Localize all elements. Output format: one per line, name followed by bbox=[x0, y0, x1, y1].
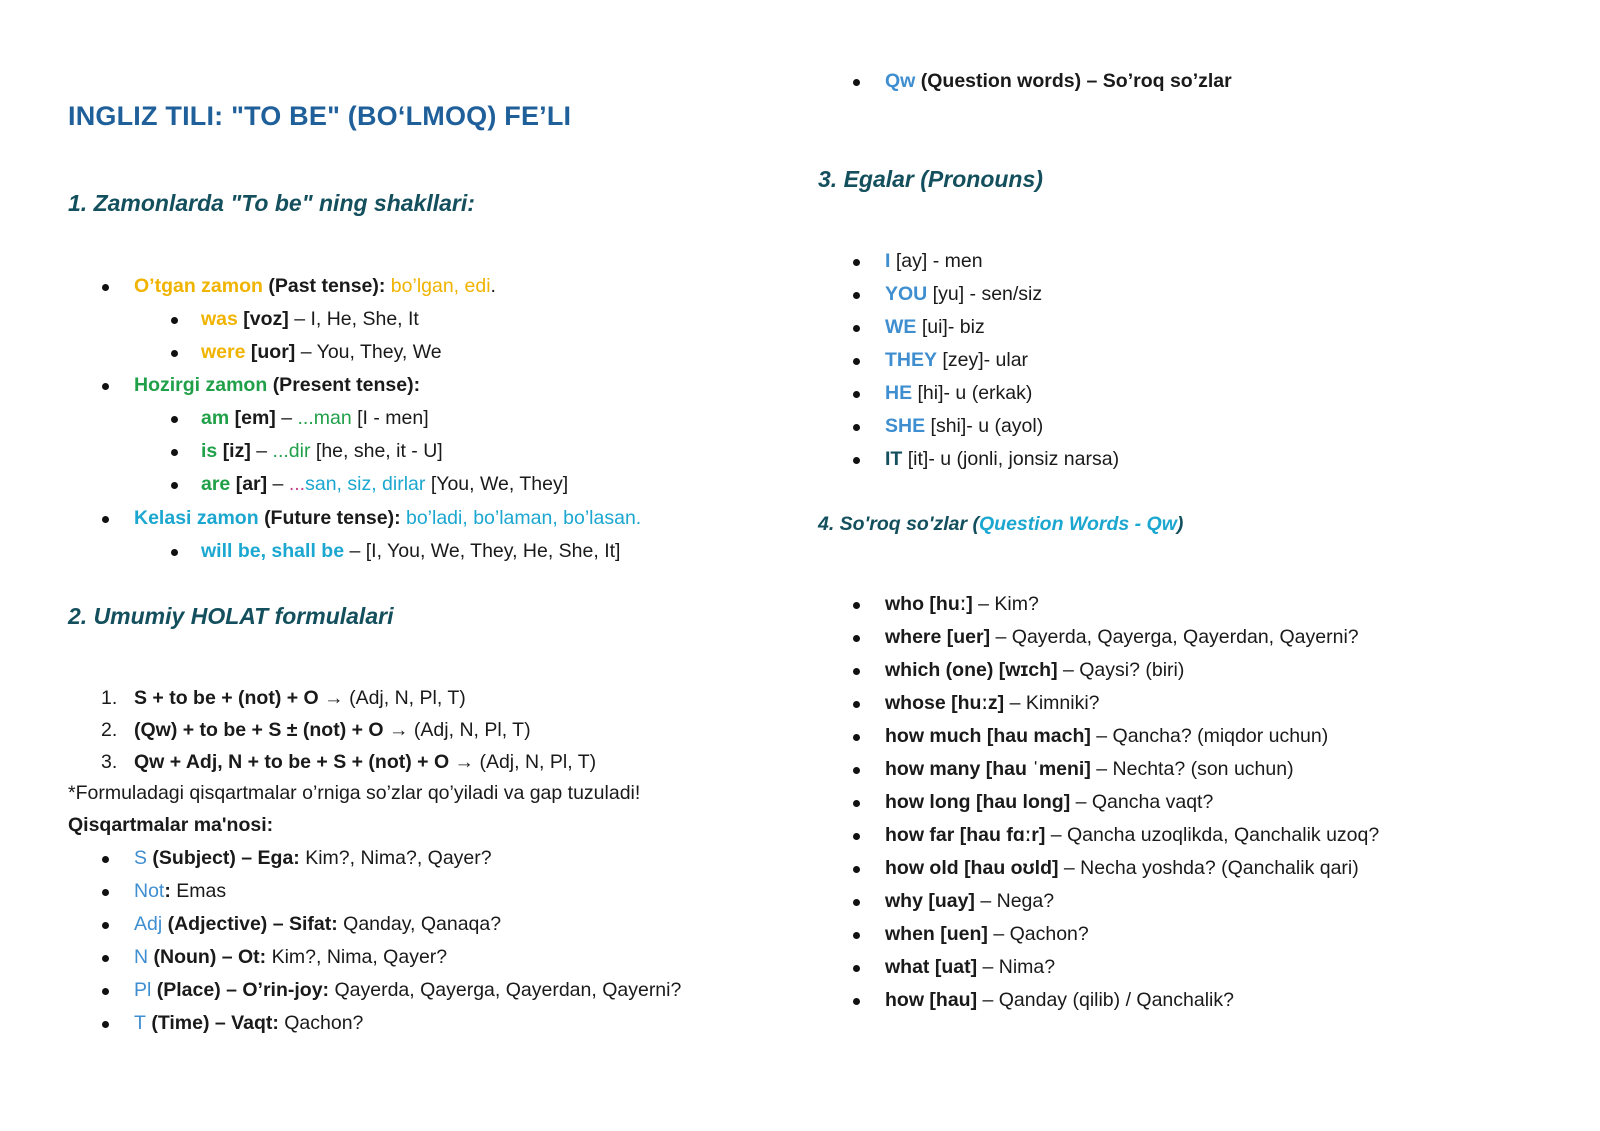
pronoun-word: HE bbox=[885, 382, 913, 404]
abbr-meaning: Emas bbox=[170, 880, 227, 902]
qword-word: whose [huːz] bbox=[885, 692, 1005, 714]
qword-meaning: – Qancha uzoqlikda, Qanchalik uzoq? bbox=[1045, 824, 1380, 846]
pronoun-meaning: [hi]- u (erkak) bbox=[912, 382, 1033, 404]
section4-heading bbox=[818, 513, 1183, 536]
is-word: is bbox=[201, 440, 218, 462]
qword-item bbox=[885, 595, 1039, 615]
past-tense-name: O’tgan zamon bbox=[134, 275, 263, 297]
qword-item bbox=[885, 925, 1089, 945]
section1-heading: 1. Zamonlarda "To be" ning shakllari: bbox=[68, 190, 475, 216]
qword-word: when [uen] bbox=[885, 923, 988, 945]
qword-word: which (one) [wɪch] bbox=[885, 659, 1058, 681]
page-title: INGLIZ TILI: "TO BE" (BO‘LMOQ) FE’LI bbox=[68, 101, 572, 131]
is-rest: [he, she, it - U] bbox=[315, 440, 443, 462]
am-item bbox=[201, 409, 429, 429]
bullet-icon bbox=[853, 391, 860, 398]
bullet-icon bbox=[853, 358, 860, 365]
qword-word: how much [hau mach] bbox=[885, 725, 1091, 747]
bullet-icon bbox=[102, 383, 109, 390]
were-pron: [uor] bbox=[250, 341, 296, 363]
qword-item bbox=[885, 694, 1100, 714]
abbr-name: (Time) – Vaqt: bbox=[145, 1012, 279, 1034]
formula-number: 1. bbox=[101, 687, 118, 709]
qword-meaning: – Nima? bbox=[977, 956, 1056, 978]
qword-meaning: – Qachon? bbox=[987, 923, 1089, 945]
past-tense-en: (Past tense): bbox=[268, 275, 386, 297]
bullet-icon bbox=[171, 449, 178, 456]
abbr-meaning: Qachon? bbox=[278, 1012, 364, 1034]
bullet-icon bbox=[853, 424, 860, 431]
formula-text: S + to be + (not) + O bbox=[134, 687, 319, 709]
pronoun-item bbox=[885, 285, 1042, 305]
formula-number: 3. bbox=[101, 751, 118, 773]
pronoun-item bbox=[885, 417, 1043, 437]
pronoun-item bbox=[885, 450, 1119, 470]
will-item bbox=[201, 542, 620, 562]
pronoun-item bbox=[885, 351, 1028, 371]
abbr-item bbox=[134, 849, 492, 869]
pronoun-item bbox=[885, 252, 983, 272]
will-rest: – [I, You, We, They, He, She, It] bbox=[349, 540, 621, 562]
qword-item bbox=[885, 859, 1359, 879]
abbr-heading: Qisqartmalar ma'nosi: bbox=[68, 814, 274, 836]
pronoun-word: THEY bbox=[885, 349, 938, 371]
bullet-icon bbox=[853, 457, 860, 464]
abbr-name: : bbox=[164, 880, 171, 902]
present-tense-en: (Present tense): bbox=[272, 374, 421, 396]
formula-row bbox=[134, 689, 466, 709]
am-dash: – bbox=[281, 407, 293, 429]
abbr-item bbox=[134, 915, 501, 935]
bullet-icon bbox=[102, 1021, 109, 1028]
abbr-code: Pl bbox=[134, 979, 152, 1001]
qword-word: where [uer] bbox=[885, 626, 991, 648]
abbr-item bbox=[134, 882, 226, 902]
bullet-icon bbox=[853, 734, 860, 741]
section4-heading-b: Question Words - Qw bbox=[978, 513, 1177, 535]
formula-result: → (Adj, N, Pl, T) bbox=[454, 751, 597, 773]
bullet-icon bbox=[171, 317, 178, 324]
pronoun-meaning: [ui]- biz bbox=[916, 316, 985, 338]
was-word: was bbox=[201, 308, 238, 330]
will-word: will be, shall be bbox=[201, 540, 345, 562]
pronoun-meaning: [it]- u (jonli, jonsiz narsa) bbox=[902, 448, 1120, 470]
bullet-icon bbox=[853, 668, 860, 675]
present-tense-item bbox=[134, 376, 420, 396]
bullet-icon bbox=[853, 602, 860, 609]
bullet-icon bbox=[853, 701, 860, 708]
qword-word: what [uat] bbox=[885, 956, 978, 978]
formula-result: → (Adj, N, Pl, T) bbox=[324, 687, 466, 709]
bullet-icon bbox=[853, 79, 860, 86]
qword-word: why [uay] bbox=[885, 890, 975, 912]
bullet-icon bbox=[853, 800, 860, 807]
am-pron: [em] bbox=[234, 407, 276, 429]
formula-text: (Qw) + to be + S ± (not) + O bbox=[134, 719, 384, 741]
future-tense-item bbox=[134, 509, 641, 529]
formula-text: Qw + Adj, N + to be + S + (not) + O bbox=[134, 751, 450, 773]
qw-meaning: (Question words) – So’roq so’zlar bbox=[915, 70, 1232, 92]
were-rest: – You, They, We bbox=[300, 341, 442, 363]
pronoun-meaning: [yu] - sen/siz bbox=[927, 283, 1043, 305]
am-word: am bbox=[201, 407, 230, 429]
qword-item bbox=[885, 628, 1359, 648]
was-pron: [voz] bbox=[243, 308, 289, 330]
qword-item bbox=[885, 727, 1328, 747]
abbr-name: (Place) – O’rin-joy: bbox=[151, 979, 330, 1001]
abbr-code: N bbox=[134, 946, 149, 968]
present-tense-name: Hozirgi zamon bbox=[134, 374, 268, 396]
pronoun-word: I bbox=[885, 250, 891, 272]
abbr-item bbox=[134, 981, 681, 1001]
abbr-meaning: Kim?, Nima, Qayer? bbox=[266, 946, 448, 968]
qword-meaning: – Qaysi? (biri) bbox=[1057, 659, 1185, 681]
qword-word: how old [hau oʊld] bbox=[885, 857, 1059, 879]
bullet-icon bbox=[171, 350, 178, 357]
are-suffix: san, siz, dirlar bbox=[305, 473, 426, 495]
past-tense-translation: bo’lgan, edi bbox=[390, 275, 491, 297]
qword-meaning: – Kim? bbox=[972, 593, 1039, 615]
abbr-meaning: Kim?, Nima?, Qayer? bbox=[299, 847, 492, 869]
formula-row bbox=[101, 753, 117, 773]
formula-row bbox=[134, 721, 531, 741]
bullet-icon bbox=[853, 866, 860, 873]
future-tense-en: (Future tense): bbox=[264, 507, 401, 529]
qword-meaning: – Qanday (qilib) / Qanchalik? bbox=[977, 989, 1234, 1011]
bullet-icon bbox=[102, 516, 109, 523]
formula-row bbox=[101, 689, 117, 709]
qword-meaning: – Nechta? (son uchun) bbox=[1090, 758, 1294, 780]
abbr-code: S bbox=[134, 847, 148, 869]
are-dash: – bbox=[272, 473, 284, 495]
future-tense-name: Kelasi zamon bbox=[134, 507, 259, 529]
future-tense-translation: bo’ladi, bo’laman, bo’lasan. bbox=[405, 507, 642, 529]
am-rest: [I - men] bbox=[357, 407, 429, 429]
am-suffix: ...man bbox=[297, 407, 352, 429]
are-pron: [ar] bbox=[235, 473, 268, 495]
section2-heading: 2. Umumiy HOLAT formulalari bbox=[68, 603, 394, 629]
bullet-icon bbox=[102, 922, 109, 929]
abbr-meaning: Qanday, Qanaqa? bbox=[337, 913, 502, 935]
bullet-icon bbox=[853, 833, 860, 840]
was-item bbox=[201, 310, 419, 330]
bullet-icon bbox=[853, 259, 860, 266]
is-item bbox=[201, 442, 443, 462]
section4-heading-c: ) bbox=[1176, 513, 1184, 535]
qword-item bbox=[885, 760, 1294, 780]
are-word: are bbox=[201, 473, 231, 495]
pronoun-meaning: [shi]- u (ayol) bbox=[925, 415, 1044, 437]
qword-word: who [huː] bbox=[885, 593, 973, 615]
formula-note: *Formuladagi qisqartmalar o’rniga so’zlar qo’yiladi va gap tuzuladi! bbox=[68, 782, 641, 804]
are-rest: [You, We, They] bbox=[430, 473, 569, 495]
abbr-code: Adj bbox=[134, 913, 163, 935]
qword-meaning: – Nega? bbox=[974, 890, 1055, 912]
bullet-icon bbox=[853, 899, 860, 906]
is-dash: – bbox=[256, 440, 268, 462]
qword-item bbox=[885, 826, 1379, 846]
bullet-icon bbox=[102, 889, 109, 896]
bullet-icon bbox=[171, 549, 178, 556]
qword-meaning: – Kimniki? bbox=[1004, 692, 1100, 714]
was-rest: – I, He, She, It bbox=[294, 308, 419, 330]
qword-item bbox=[885, 991, 1234, 1011]
pronoun-item bbox=[885, 318, 985, 338]
pronoun-item bbox=[885, 384, 1032, 404]
abbr-item bbox=[134, 1014, 363, 1034]
qword-item bbox=[885, 892, 1054, 912]
pronoun-meaning: [zey]- ular bbox=[937, 349, 1029, 371]
is-pron: [iz] bbox=[222, 440, 251, 462]
qword-word: how [hau] bbox=[885, 989, 978, 1011]
qword-meaning: – Qayerda, Qayerga, Qayerdan, Qayerni? bbox=[990, 626, 1359, 648]
bullet-icon bbox=[853, 635, 860, 642]
qword-word: how long [hau long] bbox=[885, 791, 1071, 813]
pronoun-meaning: [ay] - men bbox=[890, 250, 983, 272]
bullet-icon bbox=[853, 998, 860, 1005]
qword-word: how far [hau fɑːr] bbox=[885, 824, 1046, 846]
bullet-icon bbox=[853, 965, 860, 972]
past-tense-item bbox=[134, 277, 496, 297]
abbr-code: Not bbox=[134, 880, 165, 902]
were-word: were bbox=[201, 341, 246, 363]
abbr-name: (Noun) – Ot: bbox=[148, 946, 267, 968]
abbr-name: (Adjective) – Sifat: bbox=[162, 913, 338, 935]
abbr-name: (Subject) – Ega: bbox=[147, 847, 300, 869]
pronoun-word: YOU bbox=[885, 283, 928, 305]
are-dots: ... bbox=[288, 473, 306, 495]
qw-code: Qw bbox=[885, 70, 916, 92]
bullet-icon bbox=[102, 988, 109, 995]
abbr-item bbox=[134, 948, 447, 968]
bullet-icon bbox=[853, 292, 860, 299]
bullet-icon bbox=[102, 856, 109, 863]
is-suffix: ...dir bbox=[272, 440, 311, 462]
formula-number: 2. bbox=[101, 719, 118, 741]
bullet-icon bbox=[171, 416, 178, 423]
formula-row bbox=[134, 753, 596, 773]
abbr-code: T bbox=[134, 1012, 146, 1034]
formula-result: → (Adj, N, Pl, T) bbox=[389, 719, 531, 741]
section3-heading: 3. Egalar (Pronouns) bbox=[818, 166, 1043, 192]
qword-item bbox=[885, 661, 1184, 681]
past-tense-end: . bbox=[490, 275, 496, 297]
bullet-icon bbox=[102, 955, 109, 962]
bullet-icon bbox=[171, 482, 178, 489]
bullet-icon bbox=[853, 932, 860, 939]
are-item bbox=[201, 475, 568, 495]
pronoun-word: WE bbox=[885, 316, 917, 338]
pronoun-word: IT bbox=[885, 448, 903, 470]
qword-meaning: – Necha yoshda? (Qanchalik qari) bbox=[1058, 857, 1359, 879]
pronoun-word: SHE bbox=[885, 415, 926, 437]
abbr-meaning: Qayerda, Qayerga, Qayerdan, Qayerni? bbox=[329, 979, 682, 1001]
bullet-icon bbox=[853, 767, 860, 774]
bullet-icon bbox=[853, 325, 860, 332]
qw-item bbox=[885, 72, 1232, 92]
were-item bbox=[201, 343, 442, 363]
section4-heading-a: 4. So'roq so'zlar ( bbox=[818, 513, 979, 535]
qword-item bbox=[885, 793, 1213, 813]
bullet-icon bbox=[102, 284, 109, 291]
qword-word: how many [hau ˈmeni] bbox=[885, 758, 1091, 780]
formula-row bbox=[101, 721, 117, 741]
qword-meaning: – Qancha vaqt? bbox=[1070, 791, 1214, 813]
qword-item bbox=[885, 958, 1055, 978]
qword-meaning: – Qancha? (miqdor uchun) bbox=[1090, 725, 1329, 747]
